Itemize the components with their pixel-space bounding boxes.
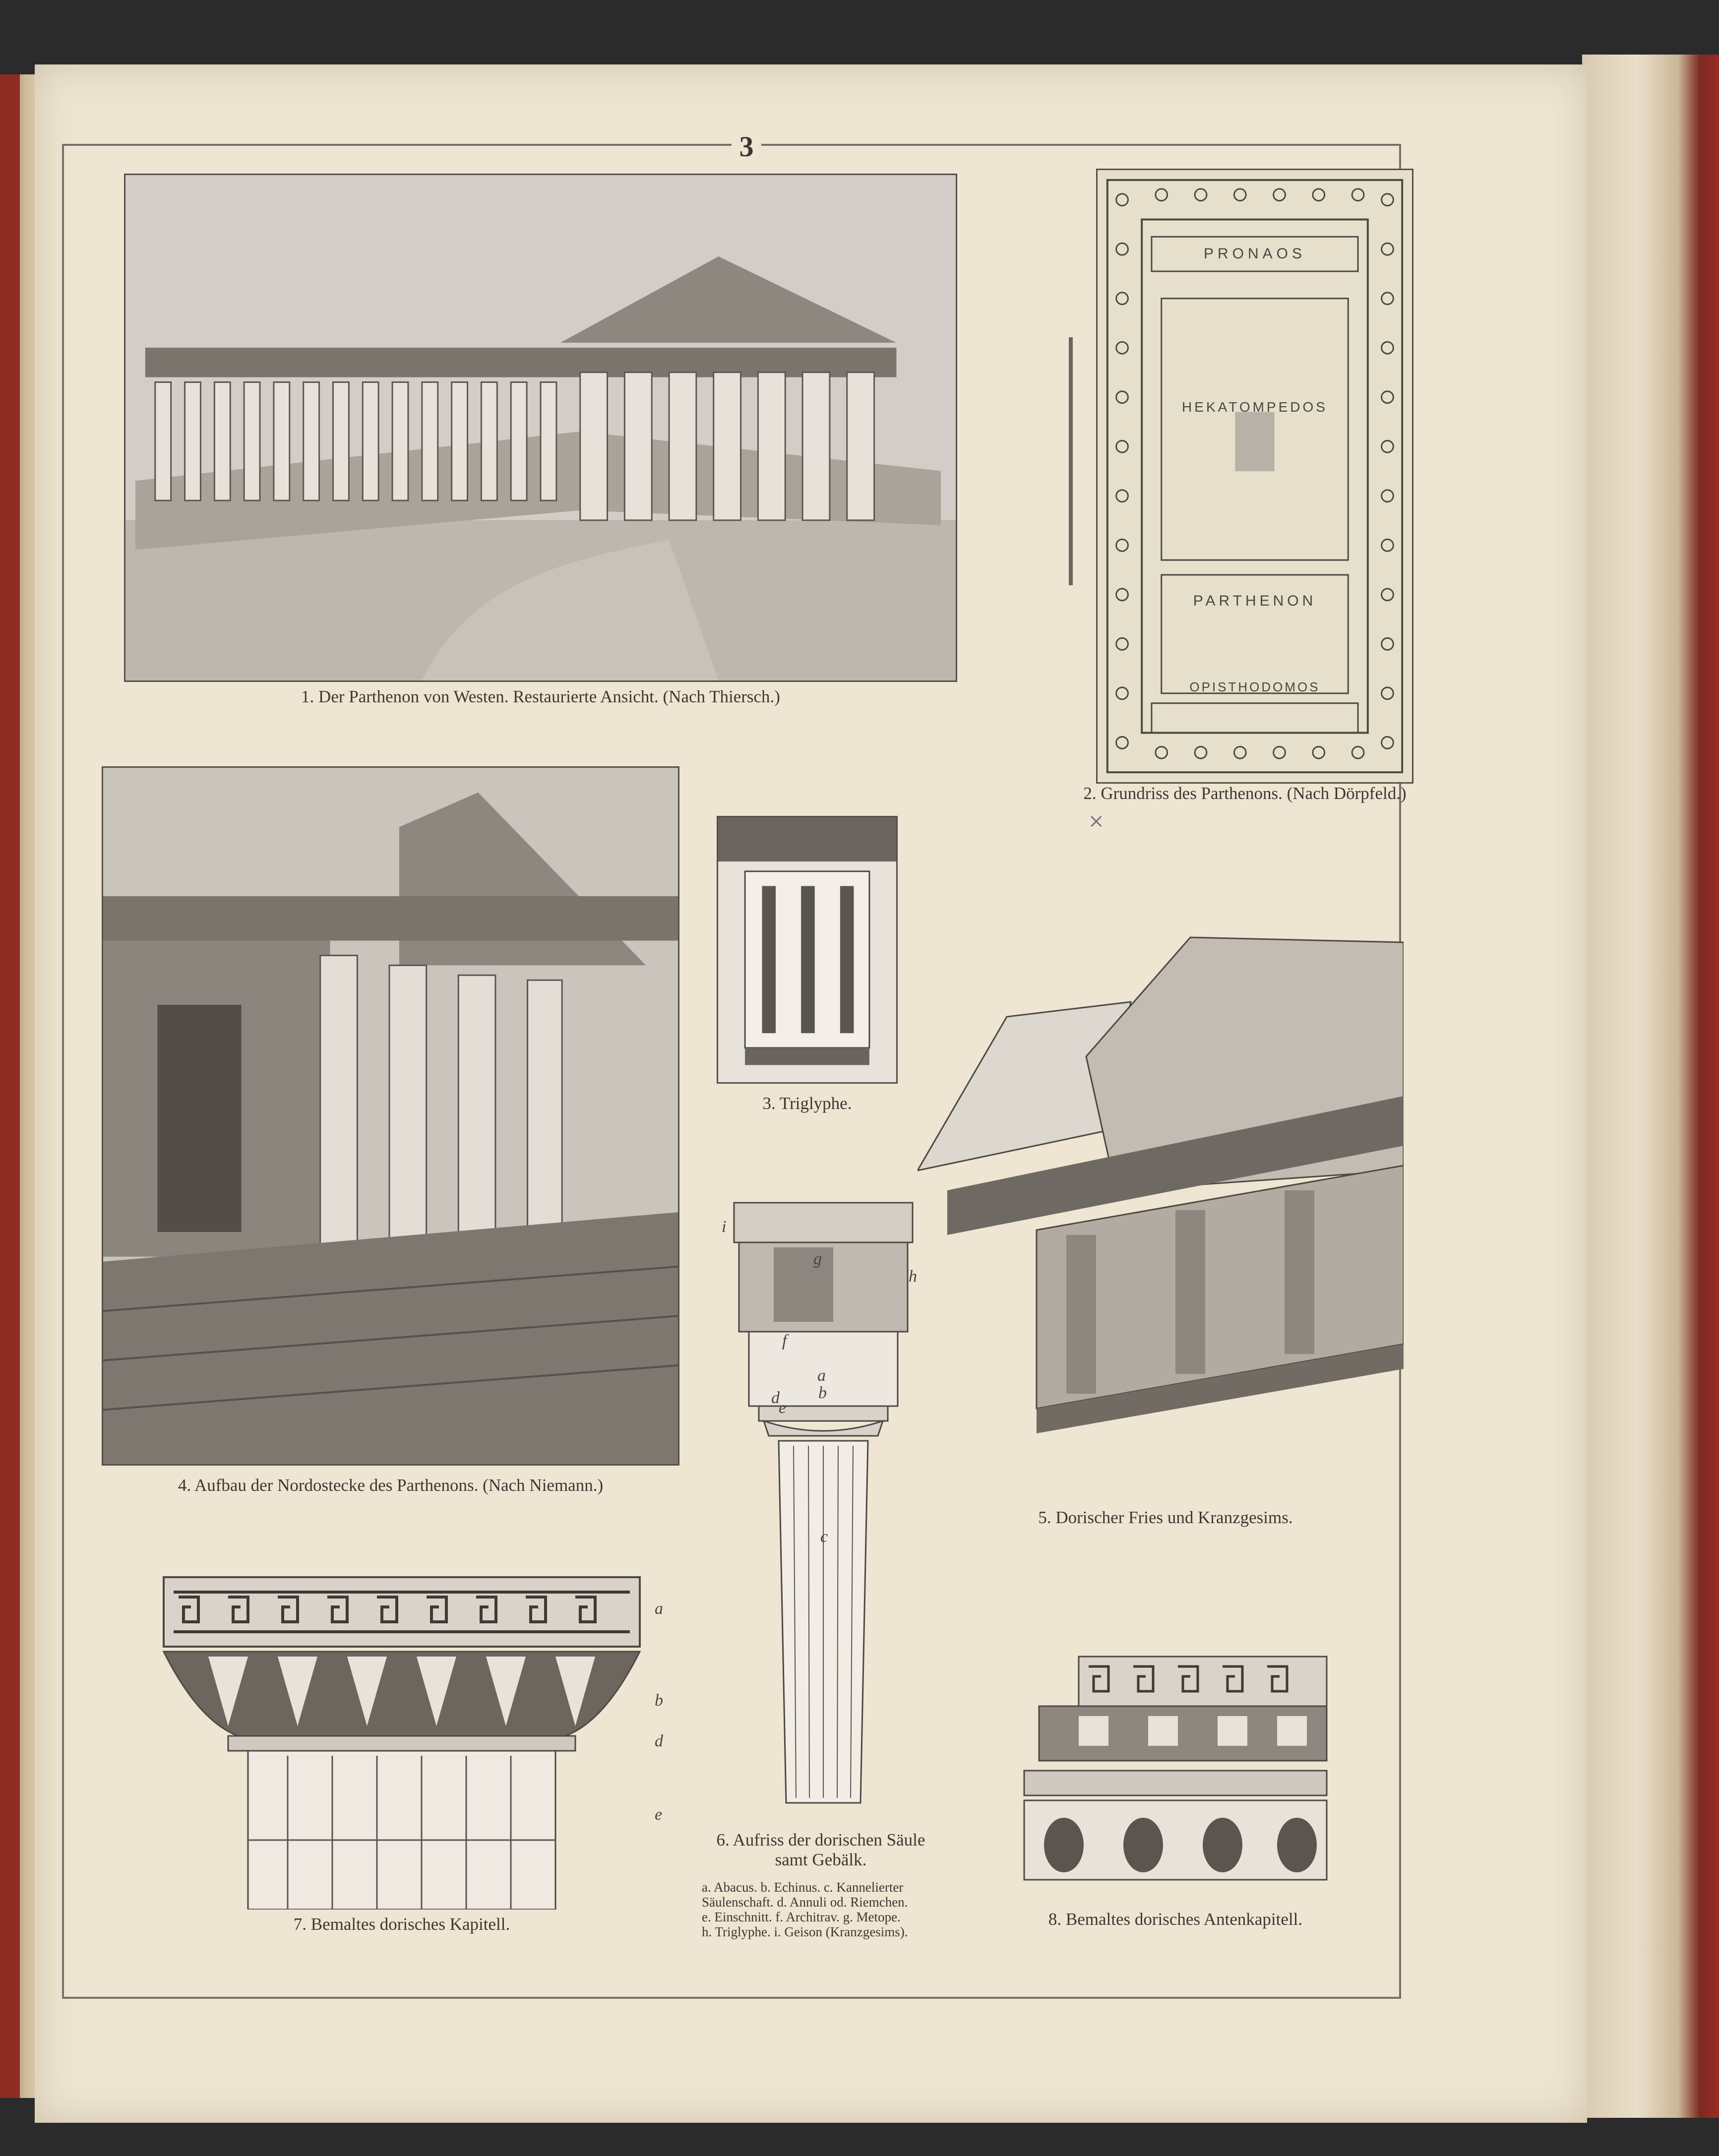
figure-6-doric-column bbox=[729, 1188, 918, 1818]
plan-label-parthenon: PARTHENON bbox=[1193, 593, 1317, 609]
legend-line: e. Einschnitt. f. Architrav. g. Metope. bbox=[702, 1910, 901, 1924]
figure-4-northeast-corner bbox=[102, 766, 679, 1466]
figure-6-caption-line-2: samt Gebälk. bbox=[775, 1850, 867, 1869]
plan-label-opisthodomos: OPISTHODOMOS bbox=[1189, 679, 1320, 694]
figure-4-caption: 4. Aufbau der Nordostecke des Parthenons. (Nach Niemann.) bbox=[178, 1476, 604, 1495]
capital-label-a: a bbox=[655, 1600, 663, 1618]
capital-label-d: d bbox=[655, 1732, 663, 1750]
column-label-d: d bbox=[771, 1389, 780, 1407]
figure-7-caption: 7. Bemaltes dorisches Kapitell. bbox=[293, 1914, 510, 1934]
figure-5-doric-frieze bbox=[918, 932, 1404, 1448]
book-spine-edge bbox=[1582, 55, 1719, 2118]
column-label-c: c bbox=[820, 1528, 828, 1546]
figure-7-painted-capital bbox=[159, 1572, 645, 1910]
figure-8-caption: 8. Bemaltes dorisches Antenkapitell. bbox=[1048, 1910, 1303, 1929]
column-label-g: g bbox=[813, 1250, 822, 1268]
legend-line: Säulenschaft. d. Annuli od. Riemchen. bbox=[702, 1895, 908, 1910]
legend-line: h. Triglyphe. i. Geison (Kranzgesims). bbox=[702, 1924, 908, 1939]
plan-scale-bar bbox=[1069, 337, 1073, 585]
page-number: 3 bbox=[732, 130, 761, 163]
figure-8-anta-capital bbox=[1019, 1652, 1332, 1885]
figure-6-caption-line-1: 6. Aufriss der dorischen Säule bbox=[716, 1830, 925, 1849]
capital-label-e: e bbox=[655, 1805, 663, 1824]
plan-label-pronaos: PRONAOS bbox=[1203, 246, 1306, 262]
column-label-f: f bbox=[782, 1332, 787, 1350]
figure-6-legend bbox=[702, 1880, 950, 1939]
column-label-e: e bbox=[779, 1399, 787, 1417]
figure-1-parthenon-view bbox=[124, 174, 957, 682]
pencil-cross-mark: × bbox=[1089, 806, 1104, 836]
figure-3-caption: 3. Triglyphe. bbox=[762, 1094, 852, 1113]
figure-3-triglyph bbox=[717, 816, 898, 1084]
left-cover-edge bbox=[0, 74, 20, 2098]
legend-line: a. Abacus. b. Echinus. c. Kannelierter bbox=[702, 1880, 904, 1895]
column-label-b: b bbox=[818, 1384, 827, 1402]
capital-label-b: b bbox=[655, 1691, 663, 1710]
figure-1-caption: 1. Der Parthenon von Westen. Restaurierte Ansicht. (Nach Thiersch.) bbox=[301, 687, 780, 706]
column-label-h: h bbox=[909, 1267, 917, 1286]
column-label-i: i bbox=[722, 1218, 727, 1236]
column-label-a: a bbox=[817, 1366, 826, 1385]
figure-5-caption: 5. Dorischer Fries und Kranzgesims. bbox=[1038, 1508, 1293, 1527]
figure-2-caption: 2. Grundriss des Parthenons. (Nach Dörpfeld.) bbox=[1083, 784, 1407, 803]
plan-label-hekatompedos: HEKATOMPEDOS bbox=[1182, 399, 1328, 415]
